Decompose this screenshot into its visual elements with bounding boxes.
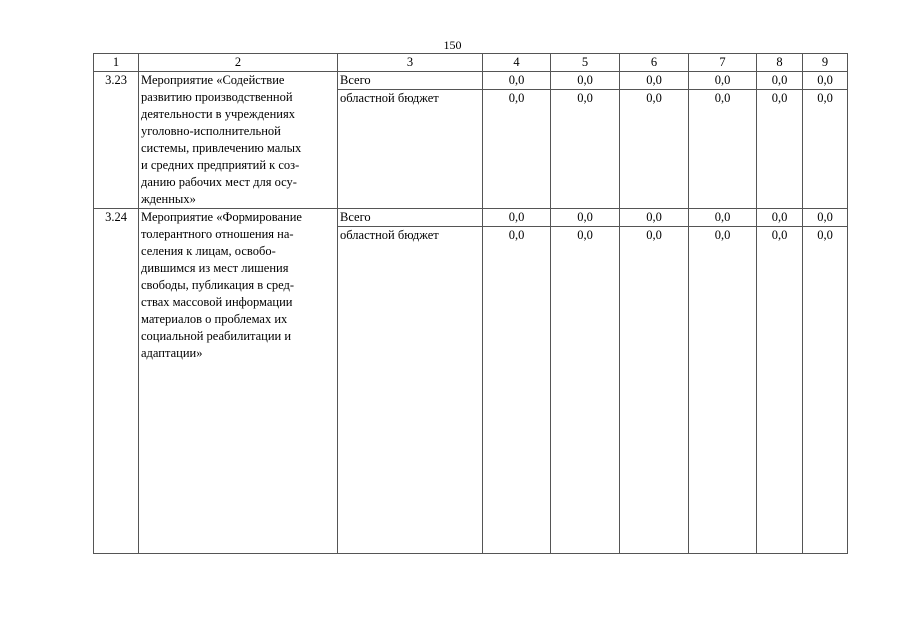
value-cell: 0,0 [483, 209, 551, 227]
value-cell: 0,0 [551, 227, 620, 554]
header-cell: 9 [803, 54, 848, 72]
value-cell: 0,0 [620, 72, 689, 90]
header-row [94, 54, 848, 72]
value-cell: 0,0 [689, 209, 757, 227]
value-cell: 0,0 [689, 227, 757, 554]
table-row [94, 72, 848, 90]
value-cell: 0,0 [483, 227, 551, 554]
header-cell: 6 [620, 54, 689, 72]
header-cell: 1 [94, 54, 139, 72]
funding-source: Всего [338, 72, 483, 90]
value-cell: 0,0 [620, 90, 689, 209]
value-cell: 0,0 [757, 72, 803, 90]
value-cell: 0,0 [483, 72, 551, 90]
program-table [93, 53, 848, 554]
table-row [94, 209, 848, 227]
funding-source: областной бюджет [338, 227, 483, 554]
value-cell: 0,0 [803, 209, 848, 227]
value-cell: 0,0 [689, 90, 757, 209]
page-number: 150 [443, 38, 462, 52]
value-cell: 0,0 [803, 227, 848, 554]
header-cell: 3 [338, 54, 483, 72]
header-cell: 5 [551, 54, 620, 72]
value-cell: 0,0 [551, 209, 620, 227]
value-cell: 0,0 [483, 90, 551, 209]
value-cell: 0,0 [689, 72, 757, 90]
value-cell: 0,0 [620, 227, 689, 554]
funding-source: областной бюджет [338, 90, 483, 209]
header-cell: 8 [757, 54, 803, 72]
header-cell: 7 [689, 54, 757, 72]
measure-description: Мероприятие «Содействие развитию производственной деятельности в учреждениях уголовно-исполнительной системы, привлечению малых и средних предприятий к соз- данию рабочих мест для осу- жденных» [139, 72, 338, 209]
value-cell: 0,0 [551, 90, 620, 209]
value-cell: 0,0 [551, 72, 620, 90]
row-number: 3.23 [94, 72, 139, 209]
measure-description: Мероприятие «Формирование толерантного отношения на- селения к лицам, освобо- дившимся из мест лишения свободы, публикация в сред- ствах массовой информации материалов о проблемах их социальной реабилитации и адаптации» [139, 209, 338, 554]
value-cell: 0,0 [620, 209, 689, 227]
header-cell: 2 [139, 54, 338, 72]
value-cell: 0,0 [757, 227, 803, 554]
value-cell: 0,0 [757, 209, 803, 227]
value-cell: 0,0 [803, 72, 848, 90]
header-cell: 4 [483, 54, 551, 72]
funding-source: Всего [338, 209, 483, 227]
row-number: 3.24 [94, 209, 139, 554]
value-cell: 0,0 [757, 90, 803, 209]
value-cell: 0,0 [803, 90, 848, 209]
